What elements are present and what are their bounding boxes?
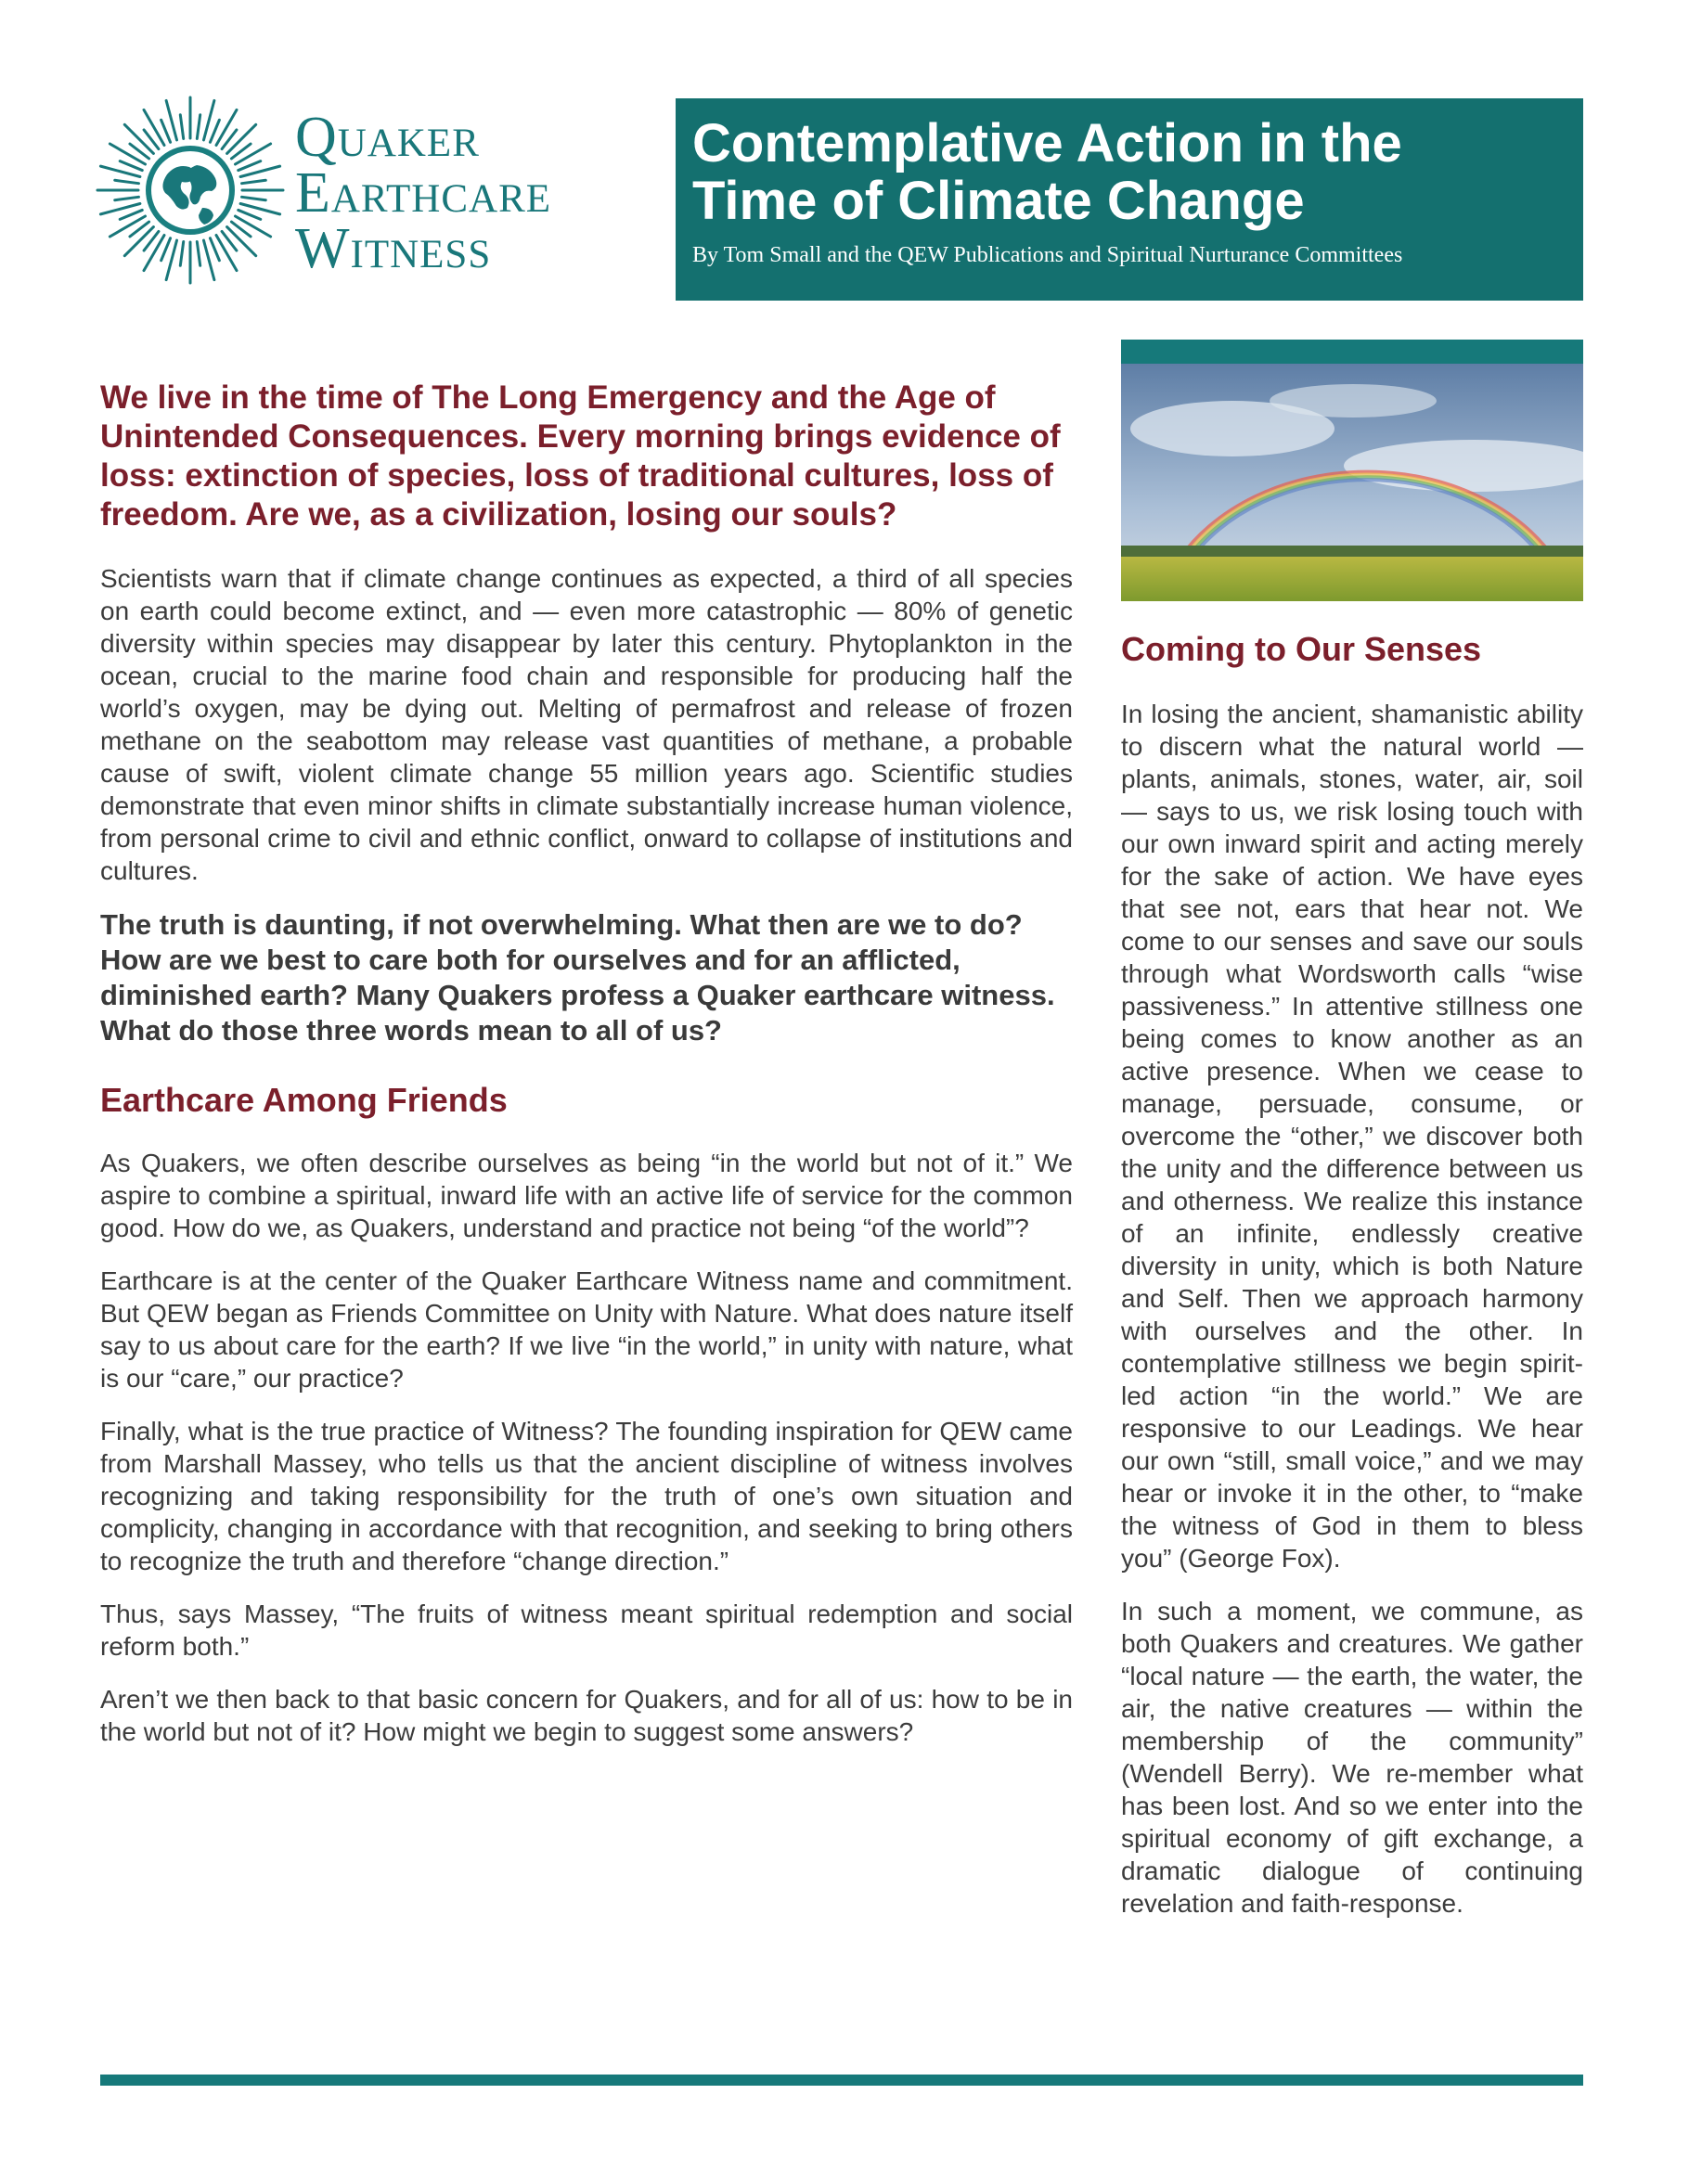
qew-logo <box>93 93 659 325</box>
body-paragraph-6: Aren’t we then back to that basic concern for Quakers, and for all of us: how to be in the world but not of it? How might we begin to suggest some answers? <box>100 1685 1073 1746</box>
body-paragraph-5: Thus, says Massey, “The fruits of witness meant spiritual redemption and social reform both.” <box>100 1599 1073 1661</box>
lead-paragraph: We live in the time of The Long Emergency and the Age of Unintended Consequences. Every morning brings evidence of loss: extinction of species, loss of traditional cultures, loss of freedom. Are we, as a civilization, losing our souls? <box>100 379 1061 533</box>
byline: By Tom Small and the QEW Publications and Spiritual Nurturance Committees <box>692 243 1403 267</box>
left-column <box>100 379 1073 1768</box>
sunburst-globe-icon <box>93 93 288 288</box>
sunburst-ray <box>161 238 171 261</box>
sunburst-ray <box>242 197 266 199</box>
body-paragraph-4: Finally, what is the true practice of Witness? The founding inspiration for QEW came from Marshall Massey, who tells us that the ancient discipline of witness involves recognizing and taking responsibility for the truth of one’s own situation and complicity, changing in accordance with that recognition, and seeking to bring others to recognize the truth and therefore “change direction.” <box>100 1417 1073 1575</box>
sunburst-ray <box>144 235 164 270</box>
page-title <box>692 115 1567 230</box>
body-paragraph-1: Scientists warn that if climate change continues as expected, a third of all species on earth could become extinct, and — even more catastrophic — 80% of genetic diversity within species may disappear by later this century. Phytoplankton in the ocean, crucial to the marine food chain and responsible for producing half the world’s oxygen, may be dying out. Melting of permafrost and release of frozen methane on the seabottom may release vast quantities of methane, a probable cause of swift, violent climate change 55 million years ago. Scientific studies demonstrate that even minor shifts in climate substantially increase human violence, from personal crime to civil and ethnic conflict, onward to collapse of institutions and cultures. <box>100 564 1073 885</box>
sunburst-ray <box>161 120 171 142</box>
title-line-1: Contemplative Action in the <box>692 113 1402 173</box>
sunburst-ray <box>235 216 270 237</box>
logo-word-earthcare: Earthcare <box>295 161 552 225</box>
rainbow-field-photo <box>1121 364 1583 601</box>
sunburst-ray <box>120 161 142 171</box>
sunburst-ray <box>197 115 200 139</box>
right-body-paragraph-2: In such a moment, we commune, as both Quakers and creatures. We gather “local nature — the earth, the water, the air, the native creatures — within the membership of the community” (Wendell Berry). We re-member what has been lost. And so we enter into the spiritual economy of gift exchange, a dramatic dialogue of continuing revelation and faith-response. <box>1121 1597 1583 1918</box>
sunburst-ray <box>180 115 183 139</box>
logo-wordmark <box>295 106 552 280</box>
body-paragraph-2: As Quakers, we often describe ourselves as being “in the world but not of it.” We aspire to combine a spiritual, inward life with an active life of service for the common good. How do we, as Quakers, understand and practice not being “of the world”? <box>100 1149 1073 1242</box>
sunburst-ray <box>197 242 200 266</box>
sunburst-ray <box>115 180 139 183</box>
sunburst-ray <box>115 197 139 199</box>
sunburst-ray <box>124 227 153 256</box>
right-body-paragraph-1: In losing the ancient, shamanistic ability to discern what the natural world — plants, animals, stones, water, air, soil — says to us, we risk losing touch with our own inward spirit and acting merely for the sake of action. We have eyes that see not, ears that hear not. We come to our senses and save our souls through what Wordsworth calls “wise passiveness.” In attentive stillness one being comes to know another as an active presence. When we cease to manage, persuade, consume, or overcome the “other,” we discover both the unity and the difference between us and otherness. We realize this instance of an infinite, endlessly creative diversity in unity, which is both Nature and Self. Then we approach harmony with ourselves and the other. In contemplative stillness we begin spirit-led action “in the world.” We are responsive to our Leadings. We hear our own “still, small voice,” and we may hear or invoke it in the other, to “make the witness of God in them to bless you” (George Fox). <box>1121 700 1583 1573</box>
sunburst-ray <box>110 216 145 237</box>
logo-word-witness: Witness <box>295 217 492 280</box>
title-line-2: Time of Climate Change <box>692 171 1305 231</box>
right-column <box>1121 340 1583 1940</box>
rainbow-landscape-illustration <box>1121 364 1583 601</box>
sunburst-ray <box>144 109 164 145</box>
section-heading-senses: Coming to Our Senses <box>1121 630 1482 668</box>
sunburst-ray <box>216 235 237 270</box>
section-heading-earthcare: Earthcare Among Friends <box>100 1081 508 1119</box>
sunburst-ray <box>210 238 219 261</box>
title-banner <box>676 98 1583 301</box>
sunburst-ray <box>110 144 145 164</box>
sunburst-ray <box>239 210 261 219</box>
sunburst-ray <box>235 144 270 164</box>
sunburst-ray <box>227 124 256 153</box>
sunburst-ray <box>239 161 261 171</box>
sunburst-ray <box>210 120 219 142</box>
sunburst-ray <box>242 180 266 183</box>
teal-accent-bar <box>1121 340 1583 364</box>
question-paragraph: The truth is daunting, if not overwhelming. What then are we to do? How are we best to care both for ourselves and for an afflicted, diminished earth? Many Quakers profess a Quaker earthcare witness. What do those three words mean to all of us? <box>100 908 1055 1047</box>
bottom-rule <box>100 2075 1583 2086</box>
sunburst-ray <box>124 124 153 153</box>
sunburst-ray <box>216 109 237 145</box>
sunburst-ray <box>227 227 256 256</box>
sunburst-ray <box>180 242 183 266</box>
sunburst-ray <box>120 210 142 219</box>
logo-word-quaker: Quaker <box>295 106 480 169</box>
body-paragraph-3: Earthcare is at the center of the Quaker Earthcare Witness name and commitment. But QEW began as Friends Committee on Unity with Nature. What does nature itself say to us about care for the earth? If we live “in the world,” in unity with nature, what is our “care,” our practice? <box>100 1266 1073 1393</box>
